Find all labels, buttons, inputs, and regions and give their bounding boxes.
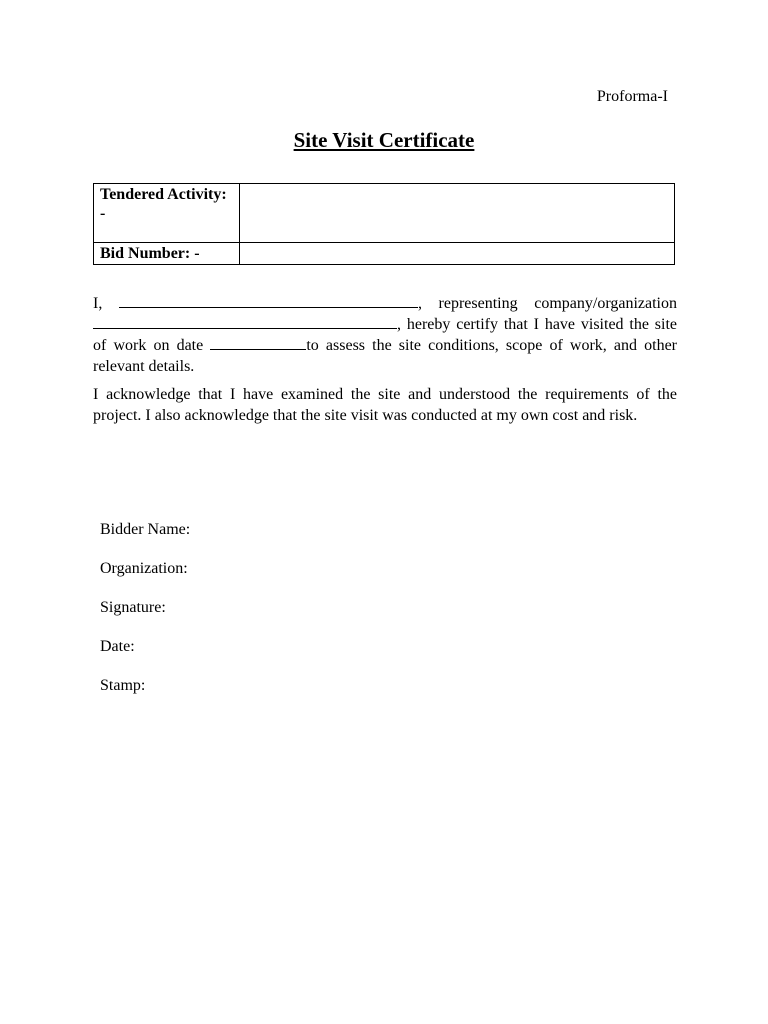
stamp-label: Stamp: <box>100 677 146 694</box>
name-blank-line <box>119 293 418 308</box>
signature-label: Signature: <box>100 599 166 616</box>
bid-number-value <box>240 243 675 265</box>
certificate-body <box>93 293 677 433</box>
certification-text-3: , hereby certify that I have visited the site of work on date <box>93 316 677 354</box>
certification-text-1: I, <box>93 295 119 312</box>
organization-label: Organization: <box>100 560 188 577</box>
table-row-bid-number <box>94 243 675 265</box>
bid-number-label: Bid Number: - <box>94 243 240 265</box>
table-row-tendered-activity <box>94 184 675 243</box>
info-table <box>93 183 675 265</box>
organization-blank-line <box>93 314 397 329</box>
bidder-name-label: Bidder Name: <box>100 521 191 538</box>
page-title: Site Visit Certificate <box>293 128 475 152</box>
certification-paragraph <box>93 293 677 377</box>
certification-text-4: to assess the site conditions, scope of work, and other relevant details. <box>93 337 678 375</box>
date-blank-line <box>210 335 306 350</box>
date-label: Date: <box>100 638 135 655</box>
tendered-activity-value <box>240 184 675 243</box>
proforma-label: Proforma-I <box>596 88 668 105</box>
tendered-activity-label: Tendered Activity: - <box>94 184 240 243</box>
certification-text-2: , representing company/organization <box>417 295 677 312</box>
signature-fields <box>100 520 190 715</box>
acknowledgement-paragraph: I acknowledge that I have examined the site and understood the requirements of the project. I also acknowledge that the site visit was conducted at my own cost and risk. <box>93 386 677 424</box>
